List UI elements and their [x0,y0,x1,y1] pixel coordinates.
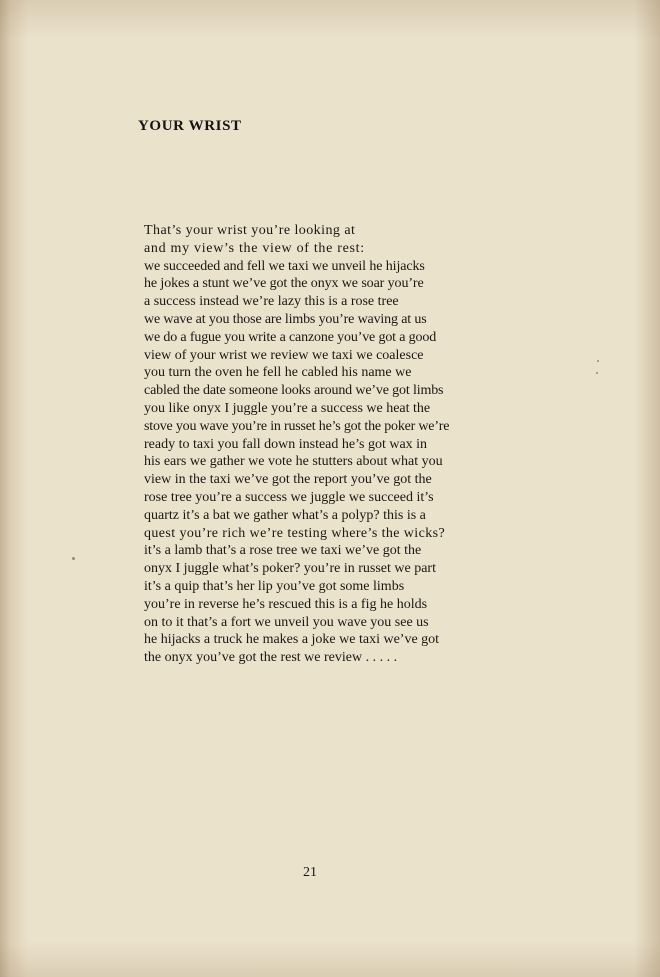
poem-line: view of your wrist we review we taxi we coalesce [144,347,424,363]
poem-line: you’re in reverse he’s rescued this is a fig he holds [144,596,428,612]
poem-line: quest you’re rich we’re testing where’s the wicks? [144,525,446,541]
poem-line: onyx I juggle what’s poker? you’re in russet we part [144,561,436,577]
poem-line: we succeeded and fell we taxi we unveil he hijacks [144,258,425,274]
poem-line: view in the taxi we’ve got the report you’ve got the [144,472,432,488]
poem-line: That’s your wrist you’re looking at [144,223,356,238]
poem-line: a success instead we’re lazy this is a rose tree [144,294,399,310]
poem-line: it’s a lamb that’s a rose tree we taxi we’ve got the [144,543,422,559]
poem-line: he jokes a stunt we’ve got the onyx we soar you’re [144,276,424,292]
page-number: 21 [303,865,317,880]
poem-line: it’s a quip that’s her lip you’ve got some limbs [144,578,405,594]
poem-line: you like onyx I juggle you’re a success we heat the [144,400,431,416]
poem-line: he hijacks a truck he makes a joke we taxi we’ve got [144,632,440,648]
poem-line: cabled the date someone looks around we’ve got limbs [144,383,444,399]
poem-line: rose tree you’re a success we juggle we succeed it’s [144,489,434,505]
poem-line: and my view’s the view of the rest: [144,240,365,256]
poem-line: we do a fugue you write a canzone you’ve got a good [144,329,437,345]
poem-line: the onyx you’ve got the rest we review . . . . . [144,650,398,666]
paper-speck [597,360,599,362]
poem-line: ready to taxi you fall down instead he’s got wax in [144,436,428,452]
poem-line: we wave at you those are limbs you’re waving at us [144,311,427,327]
poem-line: his ears we gather we vote he stutters about what you [144,454,443,470]
poem-body [144,222,449,667]
poem-line: on to it that’s a fort we unveil you wave you see us [144,614,429,630]
poem-line: you turn the oven he fell he cabled his name we [144,365,412,381]
paper-speck [72,557,75,560]
poem-line: stove you wave you’re in russet he’s got the poker we’re [144,418,450,434]
poem-line: quartz it’s a bat we gather what’s a polyp? this is a [144,507,426,523]
paper-speck [596,372,598,374]
poem-title: YOUR WRIST [138,118,242,134]
